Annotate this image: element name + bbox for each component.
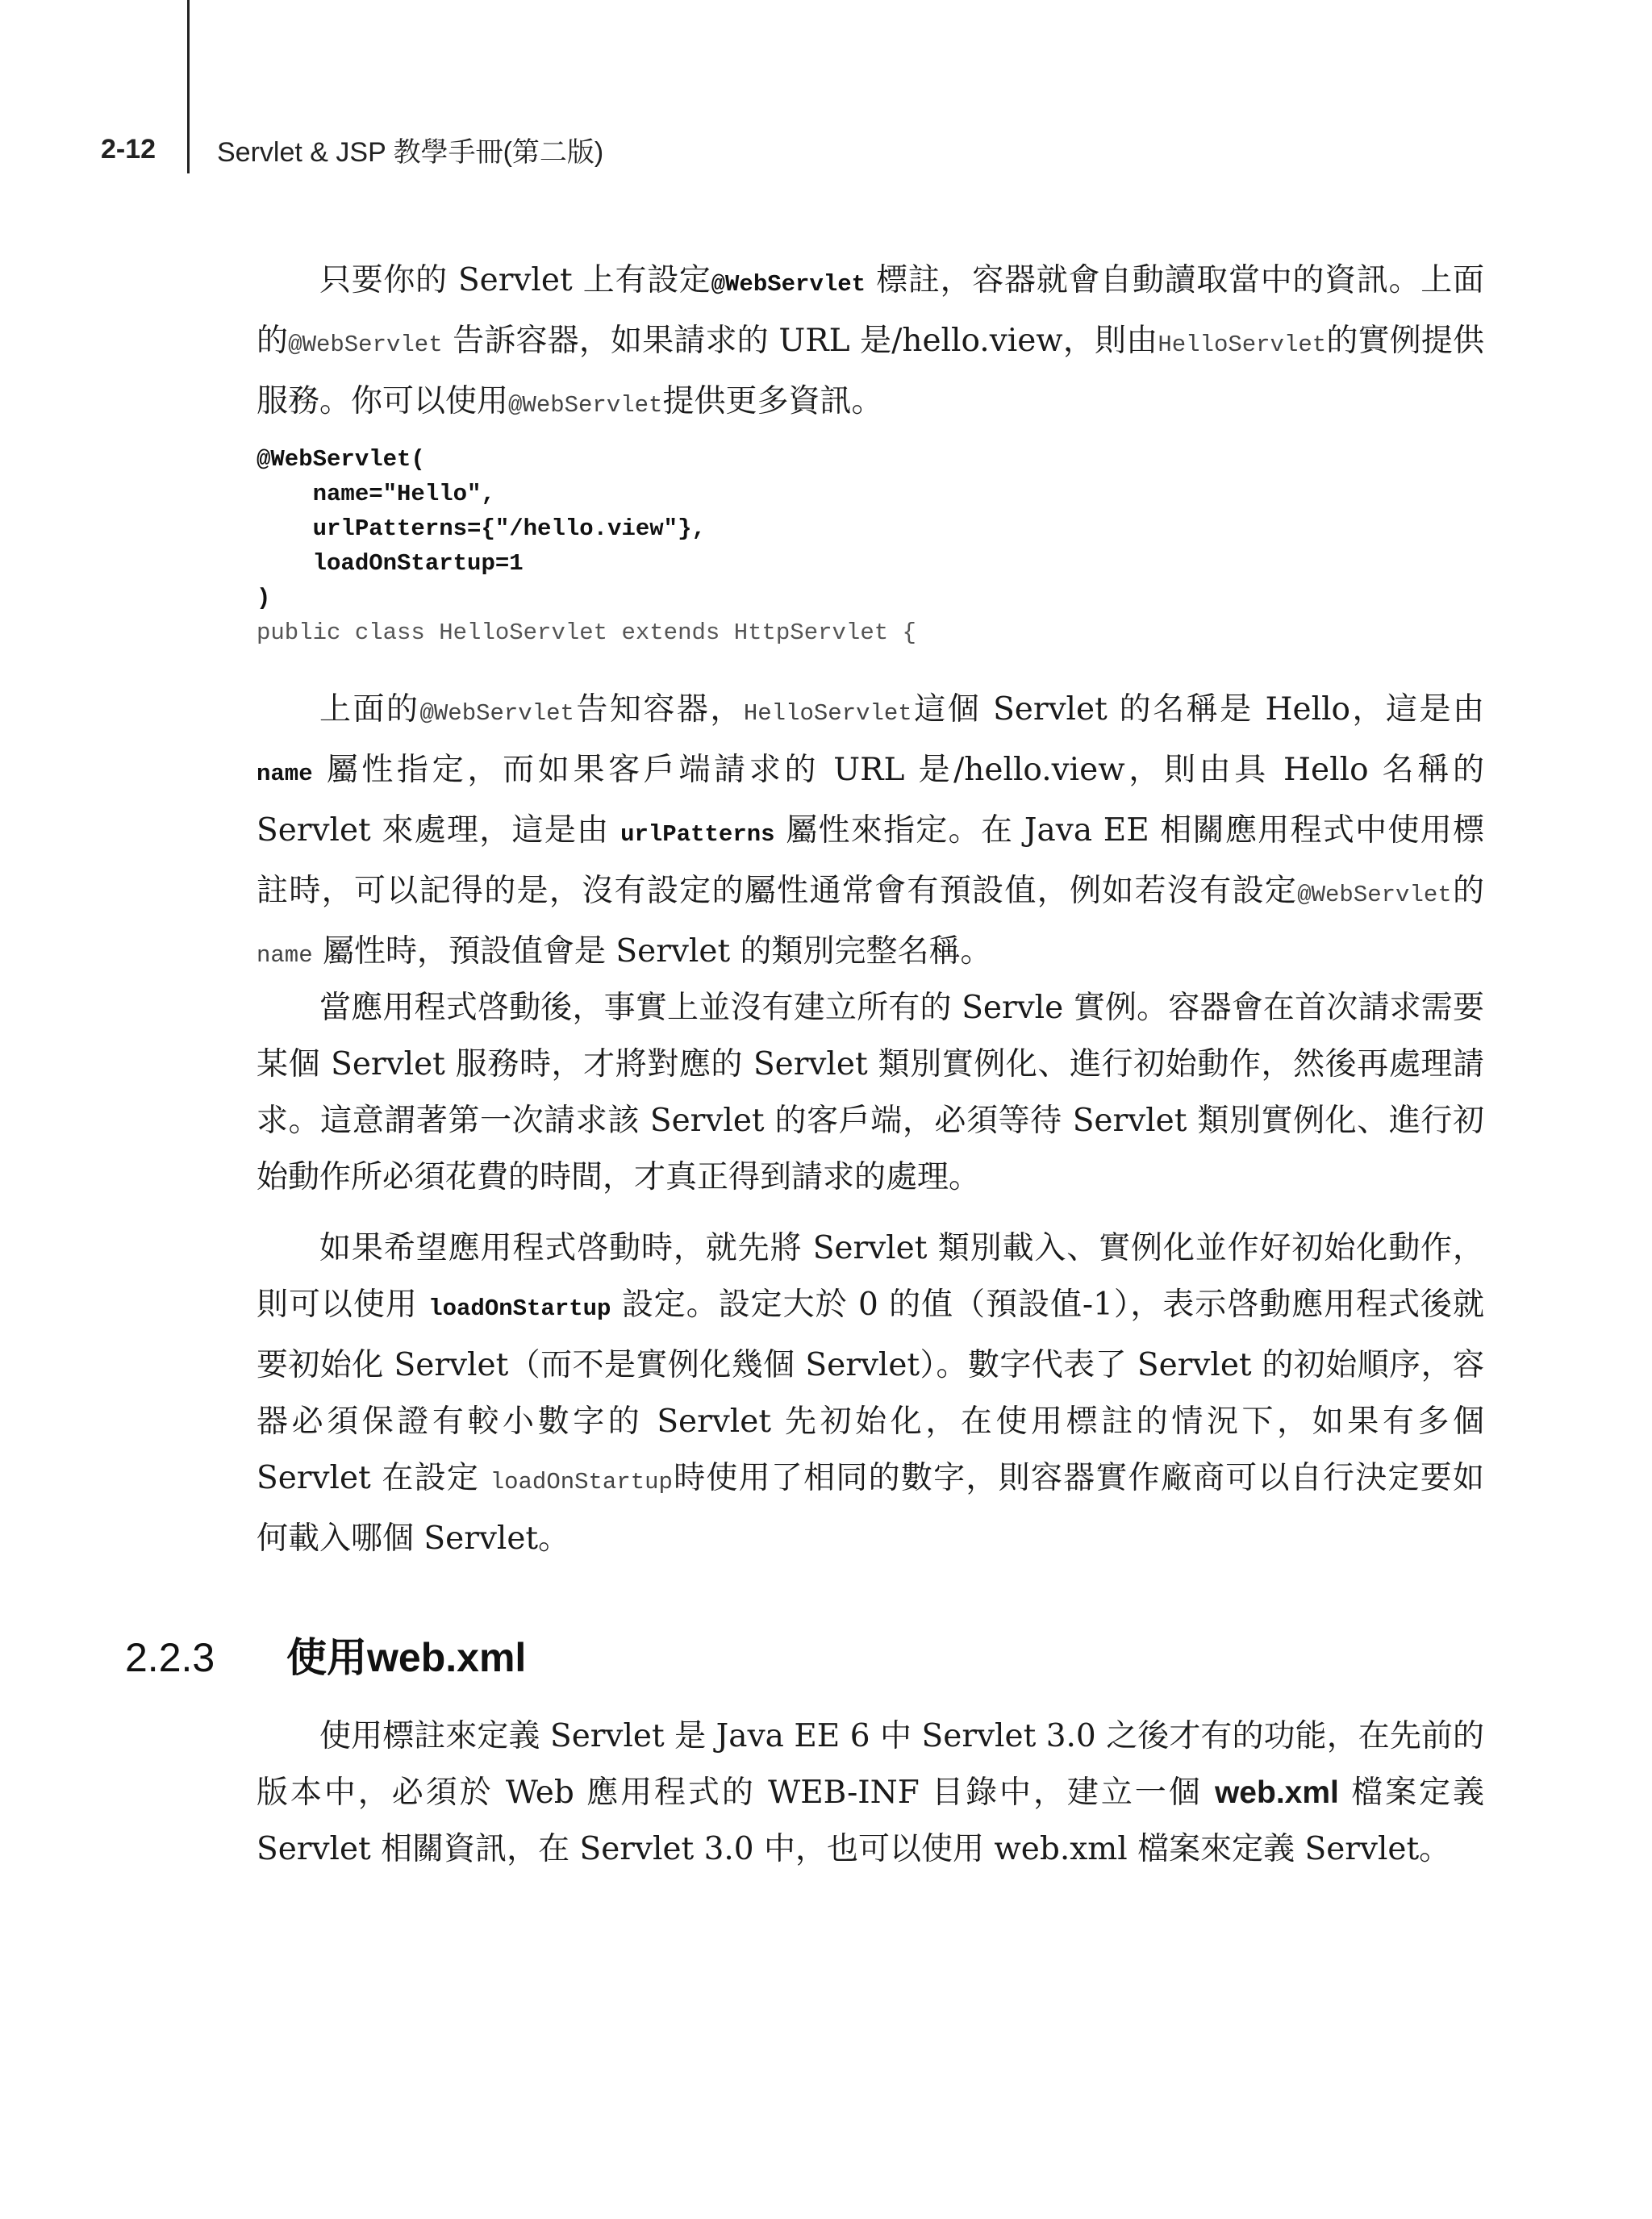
paragraph-loadonstartup: 如果希望應用程式啓動時，就先將 Servlet 類別載入、實例化並作好初始化動作，則可以使用 loadOnStartup 設定。設定大於 0 的值（預設值-1），表示啓動應用程式後就要初始化 Servlet（而不是實例化幾個 Servlet）。數字代表了 Servlet 的初始順序，容器必須保證有較小數字的 Servlet 先初始化，在使用標註的情況下，如果有多個 Servlet 在設定 loadOnStartup時使用了相同的數字，則容器實作廠商可以自行決定要如何載入哪個 Servlet。 — [257, 1230, 1484, 1557]
section-title: 使用web.xml — [286, 1635, 527, 1680]
paragraph-name-attribute: 上面的@WebServlet告知容器，HelloServlet這個 Servlet 的名稱是 Hello，這是由 name 屬性指定，而如果客戶端請求的 URL 是/hello.view，則由具 Hello 名稱的 Servlet 來處理，這是由 urlPatterns 屬性來指定。在 Java EE 相關應用程式中使用標註時，可以記得的是，沒有設定的屬性通常會有預設值，例如若沒有設定@WebServlet的 name 屬性時，預設值會是 Servlet 的類別完整名稱。 — [257, 691, 1484, 970]
inline-code: @WebServlet — [419, 700, 574, 727]
code-line: loadOnStartup=1 — [257, 550, 524, 577]
paragraph-web-xml: 使用標註來定義 Servlet 是 Java EE 6 中 Servlet 3.0 之後才有的功能，在先前的版本中，必須於 Web 應用程式的 WEB-INF 目錄中，建立一個 web.xml 檔案定義 Servlet 相關資訊，在 Servlet 3.0 中，也可以使用 web.xml 檔案來定義 Servlet。 — [257, 1718, 1484, 1867]
page-header — [101, 129, 603, 169]
inline-code: @WebServlet — [508, 392, 663, 419]
inline-code: name — [257, 761, 313, 787]
code-line: @WebServlet( — [257, 446, 425, 473]
inline-code: name — [257, 942, 313, 969]
inline-code: loadOnStartup — [490, 1469, 673, 1495]
inline-code: loadOnStartup — [428, 1295, 611, 1322]
inline-code: urlPatterns — [620, 821, 775, 848]
inline-code: @WebServlet — [288, 332, 443, 358]
inline-code: HelloServlet — [743, 700, 912, 727]
code-line: ) — [257, 585, 271, 611]
section-heading — [125, 1625, 526, 1683]
code-line: urlPatterns={"/hello.view"}, — [257, 515, 706, 542]
section-number: 2.2.3 — [125, 1635, 215, 1680]
paragraph-webservlet-intro: 只要你的 Servlet 上有設定@WebServlet 標註，容器就會自動讀取當中的資訊。上面的@WebServlet 告訴容器，如果請求的 URL 是/hello.view，則由HelloServlet的實例提供服務。你可以使用@WebServlet提供更多資訊。 — [257, 262, 1484, 419]
code-line: name="Hello", — [257, 481, 495, 507]
inline-code: @WebServlet — [1297, 882, 1452, 908]
paragraph-instantiation: 當應用程式啓動後，事實上並沒有建立所有的 Servle 實例。容器會在首次請求需要某個 Servlet 服務時，才將對應的 Servlet 類別實例化、進行初始動作，然後再處理請求。這意謂著第一次請求該 Servlet 的客戶端，必須等待 Servlet 類別實例化、進行初始動作所必須花費的時間，才真正得到請求的處理。 — [257, 990, 1484, 1195]
page-number: 2-12 — [101, 133, 156, 165]
inline-code: @WebServlet — [711, 271, 866, 298]
code-line: public class HelloServlet extends HttpServlet { — [257, 619, 916, 646]
book-title: Servlet & JSP 教學手冊(第二版) — [217, 136, 604, 168]
code-example — [257, 442, 916, 650]
inline-code: HelloServlet — [1158, 332, 1327, 358]
bold-term: web.xml — [1214, 1775, 1339, 1810]
